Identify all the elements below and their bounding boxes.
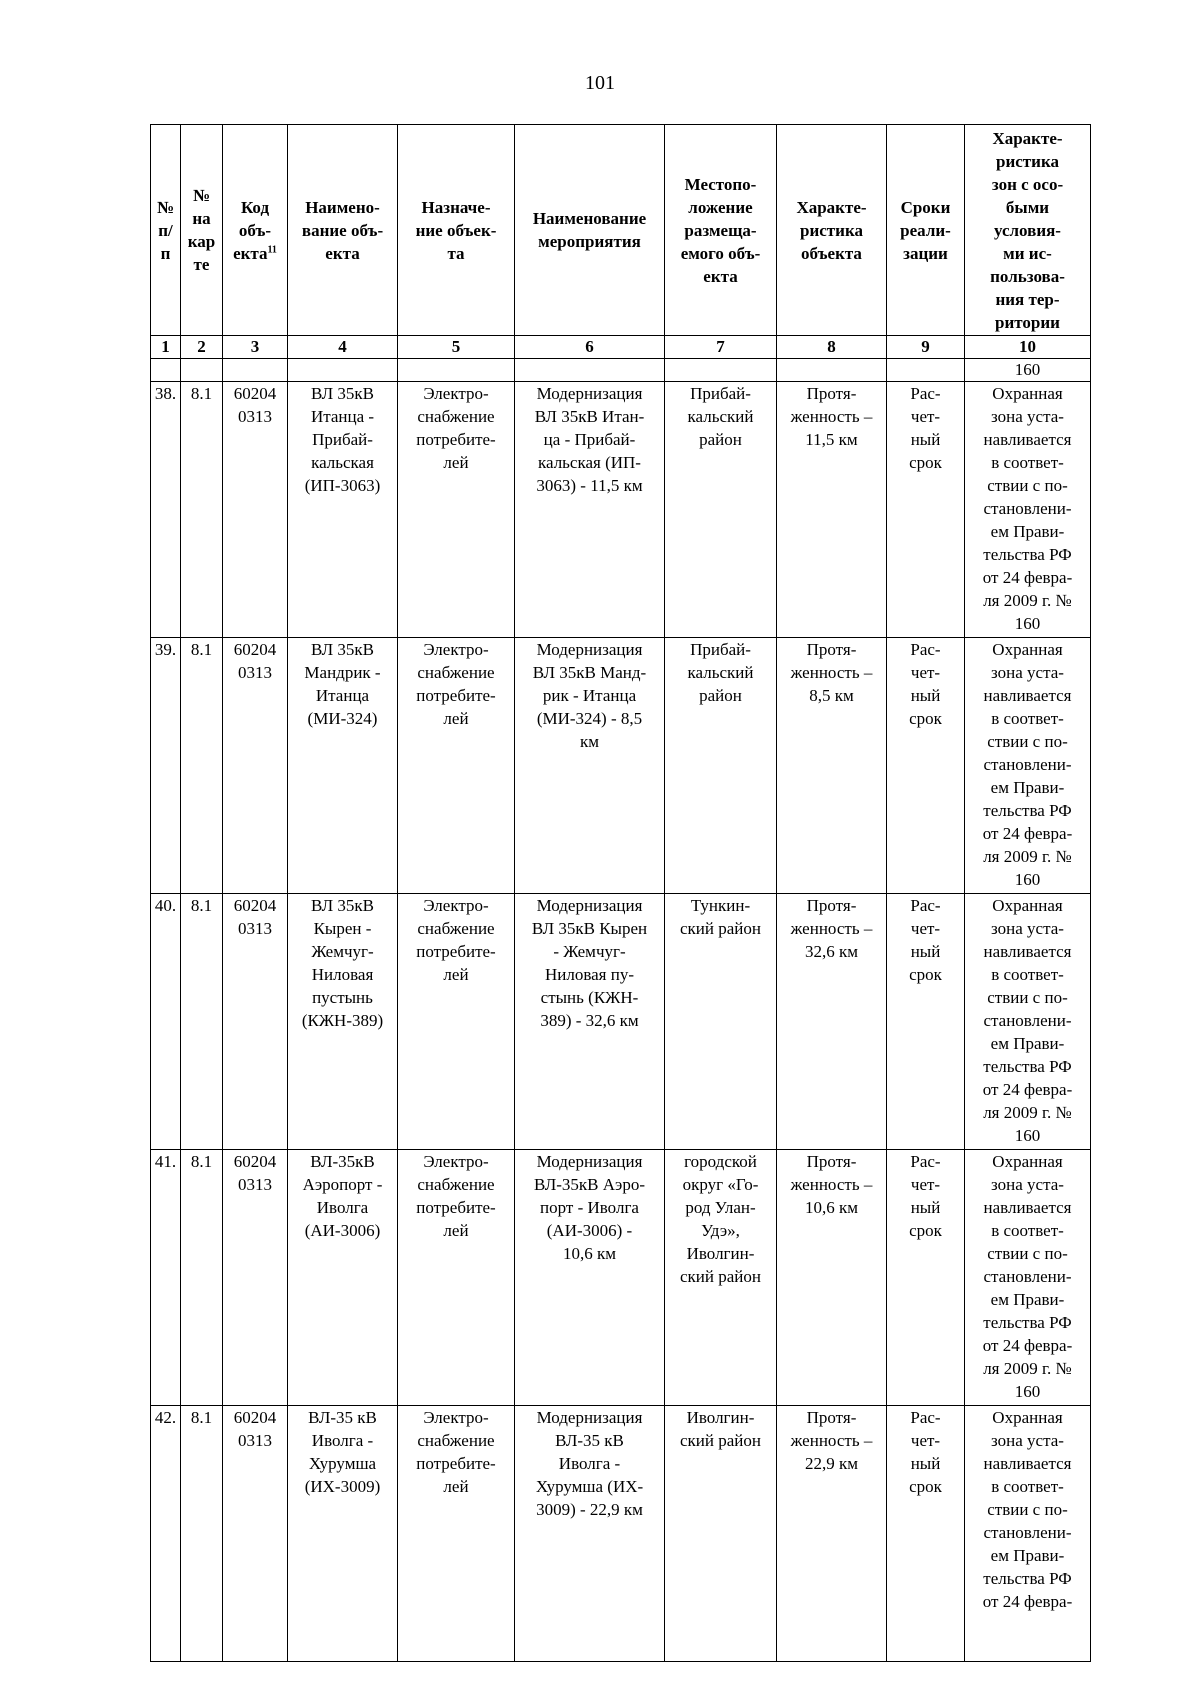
cell-code: 60204 0313 <box>223 1406 288 1662</box>
cell-code: 60204 0313 <box>223 638 288 894</box>
header-cell-purpose: Назначе- ние объек- та <box>398 125 515 336</box>
empty-cell <box>887 359 965 382</box>
empty-cell <box>151 359 181 382</box>
header-code-label: Код объ- екта <box>233 197 272 263</box>
empty-cell <box>398 359 515 382</box>
cell-term: Рас- чет- ный срок <box>887 382 965 638</box>
cell-purpose: Электро- снабжение потребите- лей <box>398 894 515 1150</box>
column-number: 6 <box>515 336 665 359</box>
table-row <box>151 638 1091 894</box>
column-number: 7 <box>665 336 777 359</box>
cell-number: 42. <box>151 1406 181 1662</box>
cell-zone: Охранная зона уста- навливается в соответ- ствии с по- становлени- ем Прави- тельства РФ от 24 февра- <box>965 1406 1091 1662</box>
cell-location: Иволгин- ский район <box>665 1406 777 1662</box>
header-cell-code <box>223 125 288 336</box>
cell-measure: Модернизация ВЛ-35кВ Аэро- порт - Иволга (АИ-3006) - 10,6 км <box>515 1150 665 1406</box>
column-number-row <box>151 336 1091 359</box>
header-cell-term: Сроки реали- зации <box>887 125 965 336</box>
column-number: 5 <box>398 336 515 359</box>
table-row <box>151 382 1091 638</box>
column-number: 10 <box>965 336 1091 359</box>
cell-location: городской округ «Го- род Улан- Удэ», Иволгин- ский район <box>665 1150 777 1406</box>
column-number: 9 <box>887 336 965 359</box>
cell-term: Рас- чет- ный срок <box>887 638 965 894</box>
table-row <box>151 894 1091 1150</box>
empty-cell <box>181 359 223 382</box>
empty-cell <box>665 359 777 382</box>
cell-measure: Модернизация ВЛ 35кВ Манд- рик - Итанца (МИ-324) - 8,5 км <box>515 638 665 894</box>
cell-map-number: 8.1 <box>181 382 223 638</box>
cell-number: 39. <box>151 638 181 894</box>
cell-number: 38. <box>151 382 181 638</box>
cell-zone: Охранная зона уста- навливается в соответ- ствии с по- становлени- ем Прави- тельства РФ от 24 февра- ля 2009 г. № 160 <box>965 894 1091 1150</box>
cell-characteristic: Протя- женность – 11,5 км <box>777 382 887 638</box>
carry-over-row <box>151 359 1091 382</box>
cell-purpose: Электро- снабжение потребите- лей <box>398 382 515 638</box>
cell-code: 60204 0313 <box>223 382 288 638</box>
cell-zone: Охранная зона уста- навливается в соответ- ствии с по- становлени- ем Прави- тельства РФ от 24 февра- ля 2009 г. № 160 <box>965 638 1091 894</box>
cell-location: Тункин- ский район <box>665 894 777 1150</box>
cell-characteristic: Протя- женность – 22,9 км <box>777 1406 887 1662</box>
cell-measure: Модернизация ВЛ 35кВ Итан- ца - Прибай- кальская (ИП- 3063) - 11,5 км <box>515 382 665 638</box>
header-cell-location: Местопо- ложение размеща- емого объ- екта <box>665 125 777 336</box>
cell-purpose: Электро- снабжение потребите- лей <box>398 1406 515 1662</box>
column-number: 3 <box>223 336 288 359</box>
cell-term: Рас- чет- ный срок <box>887 1406 965 1662</box>
table-header-row <box>151 125 1091 336</box>
empty-cell <box>777 359 887 382</box>
cell-characteristic: Протя- женность – 8,5 км <box>777 638 887 894</box>
cell-zone: Охранная зона уста- навливается в соответ- ствии с по- становлени- ем Прави- тельства РФ от 24 февра- ля 2009 г. № 160 <box>965 382 1091 638</box>
cell-characteristic: Протя- женность – 32,6 км <box>777 894 887 1150</box>
cell-map-number: 8.1 <box>181 1150 223 1406</box>
cell-object-name: ВЛ-35 кВ Иволга - Хурумша (ИХ-3009) <box>288 1406 398 1662</box>
header-cell-map-number: № на кар те <box>181 125 223 336</box>
cell-measure: Модернизация ВЛ-35 кВ Иволга - Хурумша (ИХ- 3009) - 22,9 км <box>515 1406 665 1662</box>
cell-term: Рас- чет- ный срок <box>887 1150 965 1406</box>
cell-term: Рас- чет- ный срок <box>887 894 965 1150</box>
cell-object-name: ВЛ-35кВ Аэропорт - Иволга (АИ-3006) <box>288 1150 398 1406</box>
cell-measure: Модернизация ВЛ 35кВ Кырен - Жемчуг- Ниловая пу- стынь (КЖН- 389) - 32,6 км <box>515 894 665 1150</box>
cell-map-number: 8.1 <box>181 638 223 894</box>
cell-map-number: 8.1 <box>181 1406 223 1662</box>
header-cell-number: № п/ п <box>151 125 181 336</box>
cell-object-name: ВЛ 35кВ Кырен - Жемчуг- Ниловая пустынь (КЖН-389) <box>288 894 398 1150</box>
cell-location: Прибай- кальский район <box>665 638 777 894</box>
cell-object-name: ВЛ 35кВ Мандрик - Итанца (МИ-324) <box>288 638 398 894</box>
column-number: 2 <box>181 336 223 359</box>
cell-zone: Охранная зона уста- навливается в соответ- ствии с по- становлени- ем Прави- тельства РФ от 24 февра- ля 2009 г. № 160 <box>965 1150 1091 1406</box>
cell-code: 60204 0313 <box>223 1150 288 1406</box>
cell-location: Прибай- кальский район <box>665 382 777 638</box>
header-cell-object-name: Наимено- вание объ- екта <box>288 125 398 336</box>
column-number: 8 <box>777 336 887 359</box>
column-number: 4 <box>288 336 398 359</box>
carry-over-text: 160 <box>965 359 1091 382</box>
cell-code: 60204 0313 <box>223 894 288 1150</box>
cell-object-name: ВЛ 35кВ Итанца - Прибай- кальская (ИП-3063) <box>288 382 398 638</box>
empty-cell <box>515 359 665 382</box>
header-cell-characteristic: Характе- ристика объекта <box>777 125 887 336</box>
objects-table <box>150 124 1091 1662</box>
table-row <box>151 1150 1091 1406</box>
footnote-marker: 11 <box>267 243 277 255</box>
empty-cell <box>223 359 288 382</box>
header-cell-zone: Характе- ристика зон с осо- быми условия- ми ис- пользова- ния тер- ритории <box>965 125 1091 336</box>
cell-number: 40. <box>151 894 181 1150</box>
table-row <box>151 1406 1091 1662</box>
cell-purpose: Электро- снабжение потребите- лей <box>398 638 515 894</box>
cell-characteristic: Протя- женность – 10,6 км <box>777 1150 887 1406</box>
header-cell-measure: Наименование мероприятия <box>515 125 665 336</box>
empty-cell <box>288 359 398 382</box>
column-number: 1 <box>151 336 181 359</box>
cell-purpose: Электро- снабжение потребите- лей <box>398 1150 515 1406</box>
cell-map-number: 8.1 <box>181 894 223 1150</box>
cell-number: 41. <box>151 1150 181 1406</box>
page-number: 101 <box>585 72 615 94</box>
